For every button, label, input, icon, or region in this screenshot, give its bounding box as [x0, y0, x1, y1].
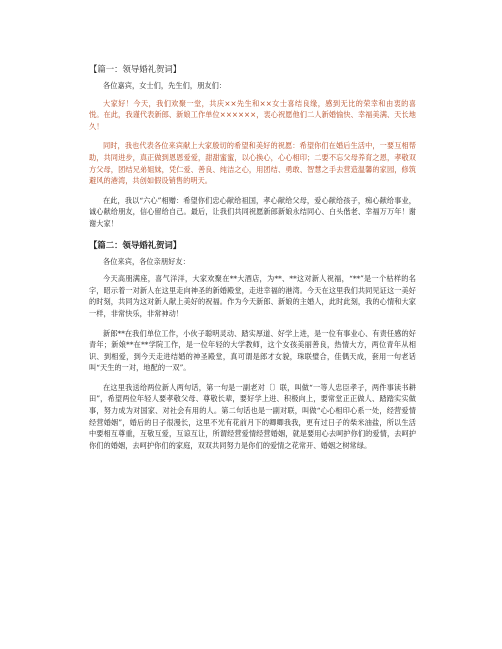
section1-paragraph-1: 大家好！今天，我们欢聚一堂，共庆××先生和××女士喜结良缘，感到无比的荣幸和由衷的喜悦。在此，我谨代表新郎、新娘工作单位××××××，衷心祝愿他们二人新婚愉快、幸福美满、天长地久！ — [89, 98, 416, 131]
section2-paragraph-3: 在这里我送给两位新人两句话，第一句是一副老对〔〕联，叫做“一等人忠臣孝子，两件事读书耕田”，希望两位年轻人要孝敬父母、尊敬长辈，要好学上进、积极向上，要常堂正正做人、踏踏实实做事，努力成为对国家、对社会有用的人。第二句话也是一副对联，叫做“心心相印心系一处，经营爱情经营婚姻”，婚后的日子很漫长，这里不光有花前月下的卿卿我我，更有过日子的柴米油盐，所以生活中要相互尊重，互敬互爱，互谅互让，所谓经营爱情经营婚姻，就是要用心去呵护你们的爱情，去呵护你们的婚姻，去呵护你们的家庭，双双共同努力是你们的爱情之花常开、婚姻之树常绿。 — [89, 382, 416, 450]
section1-heading: 【篇一：领导婚礼贺词】 — [89, 64, 182, 74]
section1-paragraph-3: 在此，我以“六心”相赠：希望你们忠心献给祖国，孝心献给父母，爱心献给孩子，痴心献给事业，诚心献给朋友，信心留给自己。最后，让我们共同祝愿新郎新娘永结同心、白头偕老、幸福万万年！谢谢大家！ — [89, 195, 416, 228]
document-page — [89, 62, 416, 459]
section2-heading: 【篇二：领导婚礼贺词】 — [89, 239, 182, 250]
section2-greeting: 各位来宾，各位亲朋好友： — [103, 256, 190, 266]
section1-paragraph-2: 同时，我也代表各位来宾献上大家殷切的希望和美好的祝愿：希望你们在婚后生活中，一要互相帮助，共同进步，真正做到恩恩爱爱，甜甜蜜蜜，以心换心，心心相印；二要不忘父母养育之恩，孝敬双方父母，团结兄弟姐妹，凭仁爱、善良、纯洁之心，用团结、勇敢、智慧之手去营造温馨的家园，修筑避风的港湾，共创如假设销售的明天。 — [89, 141, 416, 186]
section2-paragraph-1: 今天高朋满座，喜气洋洋，大家欢聚在**大酒店，为**、**这对新人祝福，“**”是一个枯样的名字，昭示着一对新人在这里走向神圣的新婚殿堂，走进幸福的港湾。今天在这里我们共同见证这一美好的时刻，共同为这对新人献上美好的祝福。作为今天新郎、新娘的主婚人，此时此刻，我的心情和大家一样，非常快乐，非常神动！ — [89, 274, 416, 318]
section2-paragraph-2: 新郎**在我们单位工作，小伙子聪明灵动、踏实厚道、好学上进，是一位有事业心、有责任感的好青年；新娘**在**学院工作，是一位年轻的大学教师，这个女孩美丽善良，热情大方，两位青年从相识、到相爱，到今天走进结婚的神圣殿堂，真可谓是郎才女貌，珠联璧合，佳偶天成，套用一句老话叫“天生的一对，地配的一双”。 — [89, 328, 416, 373]
section1-greeting: 各位嘉宾，女士们，先生们，朋友们： — [103, 81, 227, 90]
